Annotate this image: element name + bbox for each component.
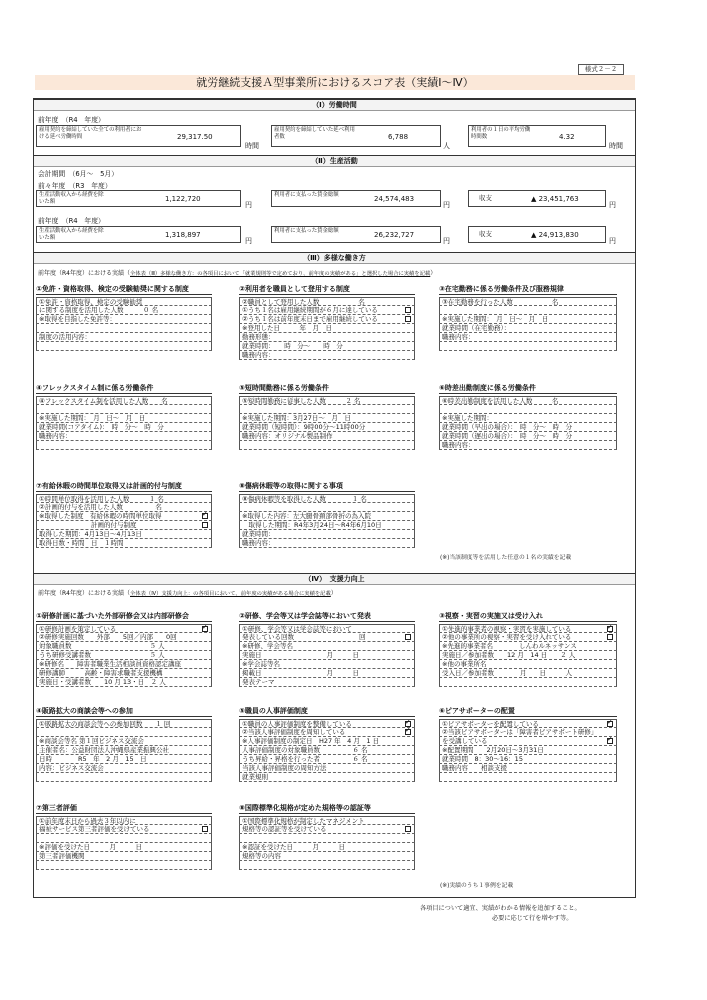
- s3-cell-5-row-4: [239, 423, 415, 432]
- s4-cell-7-row-4: [36, 843, 212, 852]
- s3-cell-2-row-1: [239, 297, 415, 306]
- s4-cell-1-row-3: [36, 642, 212, 651]
- s4-cell-2-row-2: [239, 633, 415, 642]
- s4-cell-4-row-1-text: ①販路拡大の商談会等への参加回数 １ 回: [39, 720, 171, 728]
- s4-cell-5-row-5-text: うち昇給・昇格を行った者 ６ 名: [242, 755, 368, 763]
- checkbox-icon[interactable]: [405, 826, 411, 832]
- s3-cell-2-row-6: [239, 342, 415, 351]
- s4-cell-4-row-7: [36, 773, 212, 782]
- s3-cell-6: [439, 383, 617, 450]
- s3-cell-5-row-3: [239, 414, 415, 423]
- s3-cell-7-row-2: [36, 503, 212, 512]
- s4-cell-3-row-5: [439, 660, 617, 669]
- s4-cell-1-row-5: [36, 660, 212, 669]
- s3-cell-2-row-2-text: ①うち１名は雇用継続期間が６月に達している: [242, 306, 378, 314]
- s3-cell-6-row-2: [439, 405, 617, 414]
- s3-cell-2-row-7-text: 職務内容：: [242, 351, 275, 359]
- s4-cell-6-row-1-text: ①ピアサポーターを配置している: [442, 720, 539, 728]
- s4-cell-6-row-6: [439, 764, 617, 773]
- s3-cell-6-row-3: [439, 414, 617, 423]
- s4-cell-8-row-2: [239, 825, 415, 834]
- s2-r1-net-label: 生産活動収入から経費を除いた額: [39, 192, 104, 205]
- s3-cell-2-row-4: [239, 324, 415, 333]
- s4-cell-4: [36, 706, 212, 782]
- s2-r1-balance-label: 収支: [479, 194, 492, 202]
- s3-cell-4-row-1-text: ④フレックスタイム制を活用した人数 名: [39, 397, 168, 405]
- s3-cell-1-row-3-text: ※取得を目指した免許等：: [39, 315, 116, 323]
- s2-r2-balance-box: [468, 226, 606, 243]
- s4-cell-2-row-5-text: ※学会誌等名: [242, 660, 280, 668]
- s1-total-hours-box: [36, 125, 241, 147]
- s4-cell-8-row-5: [239, 852, 415, 861]
- s3-cell-4-row-3-text: ※実施した期間： 月 日～ 月 日: [39, 414, 146, 422]
- s4-cell-8-row-4: [239, 843, 415, 852]
- checkbox-icon[interactable]: [405, 721, 411, 727]
- s3-cell-6-row-4: [439, 423, 617, 432]
- s3-cell-4-row-4: [36, 423, 212, 432]
- s4-cell-2-title: ②研修、学会等又は学会誌等において発表: [239, 611, 415, 622]
- s3-cell-8-title: ⑧傷病休暇等の取得に関する事項: [239, 481, 415, 492]
- s3-cell-4-row-6: [36, 441, 212, 450]
- s4-cell-2-row-6: [239, 669, 415, 678]
- s3-cell-6-row-4-text: 就業時間（早出の場合）： 時 分～ 時 分: [442, 423, 572, 431]
- s3-cell-5-row-2: [239, 405, 415, 414]
- s4-cell-3-row-3: [439, 642, 617, 651]
- page-title: 就労継続支援Ａ型事業所におけるスコア表（実績Ⅰ～Ⅳ）: [35, 75, 635, 90]
- s4-cell-3-row-1-text: ①先進的事業者の視察・実習を実施している: [442, 625, 572, 633]
- s1-year: 前年度 （R4 年度）: [38, 116, 105, 124]
- s4-cell-3-row-1: [439, 624, 617, 633]
- s1-avg-label: 利用者の１日の平均労働時間数: [471, 127, 531, 140]
- s4-cell-4-row-5-text: 日時 R5 年 2 月 15 日: [39, 755, 147, 763]
- s3-cell-2-row-5: [239, 333, 415, 342]
- s4-cell-2-row-7: [239, 678, 415, 687]
- checkbox-icon[interactable]: [405, 729, 411, 735]
- s3-cell-6-title: ⑥時差出勤制度に係る労働条件: [439, 383, 617, 394]
- s4-cell-7-row-1-text: ①前年度末日から過去３年以内に: [39, 817, 136, 825]
- s3-cell-5-row-1: [239, 396, 415, 405]
- s4-cell-2-row-4-text: 実施日 月 日: [242, 651, 359, 659]
- s3-cell-5-row-6: [239, 441, 415, 450]
- s3-cell-8-row-3-text: ※取得した内容：左大腿骨頚部骨折の為入院: [242, 512, 371, 520]
- s3-cell-4-row-2: [36, 405, 212, 414]
- s4-cell-7-row-5: [36, 852, 212, 861]
- s4-cell-1-title: ①研修計画に基づいた外部研修会又は内部研修会: [36, 611, 212, 622]
- s3-cell-2-title: ②利用者を職員として登用する制度: [239, 284, 415, 295]
- s3-cell-2-row-3-text: ②うち１名は前年度末日まで雇用継続している: [242, 315, 378, 323]
- s4-cell-5-row-3: [239, 737, 415, 746]
- section-2-header: （Ⅱ）生産活動: [34, 155, 635, 167]
- s4-cell-6-row-7: [439, 773, 617, 782]
- s3-cell-3-row-1: [439, 297, 617, 306]
- s4-cell-6-row-6-text: 職務内容 相談支援: [442, 764, 507, 772]
- s3-cell-3-row-4-text: 就業時間（在宅勤務）：: [442, 324, 511, 332]
- s3-cell-7-title: ⑦有給休暇の時間単位取得又は計画的付与制度: [36, 481, 212, 492]
- s2-year-1: 前々年度 （R3 年度）: [38, 182, 112, 190]
- s3-cell-6-row-5-text: 就業時間（遅出の場合）： 時 分～ 時 分: [442, 432, 572, 440]
- s4-cell-5: [239, 706, 415, 782]
- s4-cell-1-row-6-text: 研修講師 高齢・障害求職者支援機構: [39, 669, 163, 677]
- s4-cell-6-row-2-text: ②当該ピアサポーターは「障害者ピアサポート研修」: [442, 728, 598, 736]
- s2-period: 会計期間 （6月～ 5月）: [38, 170, 119, 178]
- s3-cell-3-row-5-text: 職務内容：: [442, 333, 475, 341]
- s4-cell-4-row-3: [36, 737, 212, 746]
- s3-intro: 前年度（R4年度）における実績（全体表（Ⅲ）多様な働き方：の各項目において「就業規則等で定めており、前年度の実績がある」と選択した場合に実績を記載）: [38, 270, 437, 277]
- s2-r1-balance-box: [468, 190, 606, 207]
- s3-cell-8-row-3: [239, 512, 415, 521]
- s4-cell-1-row-7-text: 実施日・受講者数 10 月 13・日 ２ 人: [39, 678, 166, 686]
- s3-cell-1-row-2: [36, 306, 212, 315]
- checkbox-icon[interactable]: [607, 634, 613, 640]
- s3-cell-1: [36, 284, 212, 351]
- s2-r2-balance-label: 収支: [479, 230, 492, 238]
- s4-cell-3-row-6: [439, 669, 617, 678]
- s3-cell-1-row-5-text: 制度の活用内容：: [39, 333, 91, 341]
- s4-cell-5-row-2-text: ②当該人事評価制度を周知している: [242, 728, 346, 736]
- s3-cell-7-row-6: [36, 539, 212, 548]
- s4-cell-5-row-5: [239, 755, 415, 764]
- s4-cell-6-row-5-text: 就業時間 8：30～16：15: [442, 755, 523, 763]
- s4-cell-2-row-2-text: 発表している回数 回: [242, 633, 366, 641]
- s4-cell-7-row-2-text: 福祉サービス第三者評価を受けている: [39, 825, 150, 833]
- s4-cell-5-row-6: [239, 764, 415, 773]
- s3-cell-7-row-2-text: ②計画的付与を活用した人数 名: [39, 503, 162, 511]
- checkbox-icon[interactable]: [202, 522, 208, 528]
- s3-cell-7-row-4-text: 計画的付与制度: [39, 521, 137, 529]
- s3-cell-7-row-5: [36, 530, 212, 539]
- s4-intro: 前年度（R4年度）における実績（全体表（Ⅳ）支援力向上：の各項目において、前年度の実績がある場合に実績を記載）: [38, 590, 337, 597]
- s2-r2-wage-label: 利用者に支払った賃金総額: [274, 228, 339, 234]
- form-number: 様式２－２: [578, 64, 624, 75]
- s4-cell-4-row-6-text: 内容：ビジネス交流会: [39, 764, 104, 772]
- s4-cell-7-row-4-text: ※評価を受けた日 月 日: [39, 843, 142, 851]
- s3-cell-6-row-6: [439, 441, 617, 450]
- s3-cell-6-row-5: [439, 432, 617, 441]
- s4-cell-6-row-3: [439, 737, 617, 746]
- checkbox-icon[interactable]: [202, 513, 208, 519]
- s1-users-label: 雇用契約を締結していた延べ利用者数: [274, 127, 355, 140]
- s4-cell-7: [36, 803, 212, 870]
- s2-r1-net-value: 1,122,720: [165, 195, 201, 203]
- s4-cell-6-row-2: [439, 728, 617, 737]
- s2-r1-net-box: [36, 190, 241, 207]
- checkbox-icon[interactable]: [405, 316, 411, 322]
- s3-cell-1-row-1-text: ①免許・資格取得、検定の受験勧奨: [39, 298, 143, 306]
- s1-unit-people: 人: [443, 142, 450, 150]
- s4-cell-8-row-5-text: 規格等の内容: [242, 852, 281, 860]
- s3-cell-7-row-1: [36, 494, 212, 503]
- s3-cell-4-row-1: [36, 396, 212, 405]
- s3-cell-8-row-1-text: ⑧傷病休暇等を取得した人数 １ 名: [242, 495, 367, 503]
- s4-cell-7-title: ⑦第三者評価: [36, 803, 212, 814]
- s3-cell-8-row-1: [239, 494, 415, 503]
- s3-cell-2: [239, 284, 415, 360]
- s1-avg-value: 4.32: [559, 133, 575, 141]
- s4-cell-1-row-2: [36, 633, 212, 642]
- s4-cell-3-row-4-text: 実施日／参加者数 12 月 14 日 ２ 人: [442, 651, 576, 659]
- s1-unit-hours: 時間: [245, 142, 259, 150]
- s4-cell-2-row-4: [239, 651, 415, 660]
- s4-cell-6-row-5: [439, 755, 617, 764]
- s3-cell-2-row-5-text: 勤務形態：: [242, 333, 275, 341]
- s2-r1-unit-a: 円: [245, 201, 252, 209]
- s1-avg-box: [468, 125, 606, 147]
- s4-cell-8-row-3: [239, 834, 415, 843]
- s4-cell-1-row-1: [36, 624, 212, 633]
- s3-note: (※)当該制度等を活用した任意の１名の実績を記載: [440, 555, 572, 561]
- s4-cell-3-row-2: [439, 633, 617, 642]
- s2-r2-net-box: [36, 226, 241, 243]
- s1-total-hours-value: 29,317.50: [177, 133, 213, 141]
- s3-cell-3-row-5: [439, 333, 617, 342]
- s4-cell-3-title: ③視察・実習の実施又は受け入れ: [439, 611, 617, 622]
- s3-cell-8-row-6: [239, 539, 415, 548]
- s2-r2-wage-box: [271, 226, 441, 243]
- s3-cell-8-row-5-text: 就業時間：: [242, 530, 275, 538]
- s3-cell-4-row-5: [36, 432, 212, 441]
- s2-r1-unit-b: 円: [443, 201, 450, 209]
- s4-cell-3-row-5-text: ※他の事業所名: [442, 660, 487, 668]
- s4-cell-6-title: ⑥ピアサポーターの配置: [439, 706, 617, 717]
- checkbox-icon[interactable]: [607, 738, 613, 744]
- s3-cell-4-row-4-text: 就業時間(コアタイム)： 時 分～ 時 分: [39, 423, 164, 431]
- s4-cell-2-row-3: [239, 642, 415, 651]
- s1-unit-hours-2: 時間: [609, 142, 623, 150]
- s4-cell-1-row-2-text: ②研修実施回数 外部 5回／内部 0回: [39, 633, 177, 641]
- s2-r2-balance-value: ▲ 24,913,830: [531, 231, 579, 239]
- s3-cell-2-row-3: [239, 315, 415, 324]
- s4-cell-5-row-7: [239, 773, 415, 782]
- s3-cell-6-row-1-text: ⑥時差出勤制度を活用した人数 名: [442, 397, 559, 405]
- s4-cell-4-row-5: [36, 755, 212, 764]
- s4-cell-1-row-5-text: ※研修名 障害者職業生活相談員資格認定講座: [39, 660, 181, 668]
- s4-cell-1-row-3-text: 対象職員数 ５ 人: [39, 642, 165, 650]
- checkbox-icon[interactable]: [607, 626, 613, 632]
- s2-r2-unit-c: 円: [609, 237, 616, 245]
- s3-cell-5-title: ⑤短時間勤務に係る労働条件: [239, 383, 415, 394]
- s3-cell-3-title: ③在宅勤務に係る労働条件及び服務規律: [439, 284, 617, 295]
- s4-cell-5-row-7-text: 就業規則: [242, 773, 268, 781]
- s3-cell-1-row-1: [36, 297, 212, 306]
- s3-cell-2-row-7: [239, 351, 415, 360]
- s3-cell-7-row-6-text: 取得日数・時間 日 １時間: [39, 539, 124, 547]
- s3-cell-5-row-4-text: 就業時間（短時間）：9時00分～11時00分: [242, 423, 366, 431]
- s4-cell-5-row-6-text: 当該人事評価制度の周知方法: [242, 764, 327, 772]
- s3-cell-6-row-1: [439, 396, 617, 405]
- s3-cell-3-row-2: [439, 306, 617, 315]
- s2-r2-unit-b: 円: [443, 237, 450, 245]
- s4-cell-3-row-3-text: ※先進的事業者名 しんわルネッサンス: [442, 642, 577, 650]
- s3-cell-3-row-4: [439, 324, 617, 333]
- s2-r2-wage-value: 26,232,727: [374, 231, 415, 239]
- s4-cell-8-row-4-text: ※認証を受けた日 月 日: [242, 843, 345, 851]
- s3-cell-5-row-5: [239, 432, 415, 441]
- s3-cell-7-row-4: [36, 521, 212, 530]
- s4-cell-3-row-4: [439, 651, 617, 660]
- s3-cell-3-row-6: [439, 342, 617, 351]
- s4-cell-8: [239, 803, 415, 870]
- s4-cell-7-row-2: [36, 825, 212, 834]
- s2-r1-unit-c: 円: [609, 201, 616, 209]
- s3-cell-5: [239, 383, 415, 450]
- s4-cell-1-row-4: [36, 651, 212, 660]
- s4-cell-6-row-1: [439, 719, 617, 728]
- s3-cell-7-row-1-text: ①時間単位取得を活用した人数 １ 名: [39, 495, 164, 503]
- s4-cell-7-row-3: [36, 834, 212, 843]
- checkbox-icon[interactable]: [202, 826, 208, 832]
- s3-cell-5-row-1-text: ⑤短時間勤務に従事した人数 ２ 名: [242, 397, 361, 405]
- s3-cell-4-row-5-text: 職務内容：: [39, 432, 72, 440]
- s3-cell-3: [439, 284, 617, 351]
- s3-cell-8: [239, 481, 415, 548]
- s2-r2-net-label: 生産活動収入から経費を除いた額: [39, 228, 104, 241]
- checkbox-icon[interactable]: [405, 634, 411, 640]
- footer-line-2: 必要に応じて行を増やす等。: [492, 915, 573, 922]
- s4-cell-7-row-1: [36, 816, 212, 825]
- s4-cell-5-row-3-text: ※人事評価制度の制定日 H27 年 4 月 1 日: [242, 737, 380, 745]
- s3-cell-2-row-4-text: ※登用した日 年 月 日: [242, 324, 332, 332]
- s4-cell-8-row-6: [239, 861, 415, 870]
- s4-cell-3-row-6-text: 受入日／参加者数 月 日 人: [442, 669, 572, 677]
- s4-cell-1-row-1-text: ①研修計画を策定している: [39, 625, 117, 633]
- s2-r2-net-value: 1,318,897: [165, 231, 201, 239]
- s3-cell-3-row-3-text: ※実施した期間： 月 日～ 月 日: [442, 315, 549, 323]
- s4-cell-3: [439, 611, 617, 687]
- s1-users-value: 6,788: [388, 133, 409, 141]
- s4-cell-2-row-7-text: 発表テーマ: [242, 678, 275, 686]
- s3-cell-6-row-6-text: 職務内容：: [442, 441, 475, 449]
- s4-cell-2: [239, 611, 415, 687]
- s4-cell-8-row-1-text: ①国際標準化規格が制定したマネジメント: [242, 817, 365, 825]
- s4-cell-2-row-1: [239, 624, 415, 633]
- s2-year-2: 前年度 （R4 年度）: [38, 217, 105, 225]
- s3-cell-4-title: ④フレックスタイム制に係る労働条件: [36, 383, 212, 394]
- s4-cell-7-row-5-text: 第三者評価機関: [39, 852, 85, 860]
- s4-note: (※)実績のうち１事例を記載: [440, 883, 514, 889]
- s4-cell-2-row-1-text: ①研修、学会等又は学会誌等において: [242, 625, 352, 633]
- s3-cell-8-row-6-text: 職務内容：: [242, 539, 275, 547]
- s4-cell-6-row-3-text: を受講している: [442, 737, 488, 745]
- s4-cell-8-row-1: [239, 816, 415, 825]
- s4-cell-6: [439, 706, 617, 782]
- s4-cell-4-row-4-text: 主催者名：公益財団法人沖縄県産業振興公社: [39, 746, 169, 754]
- s3-cell-5-row-5-text: 職務内容：オリジナル製品制作: [242, 432, 333, 440]
- s3-cell-4: [36, 383, 212, 450]
- s3-cell-7-row-3: [36, 512, 212, 521]
- checkbox-icon[interactable]: [607, 721, 613, 727]
- s3-cell-3-row-3: [439, 315, 617, 324]
- section-3-header: （Ⅲ）多様な働き方: [34, 252, 635, 264]
- s4-cell-7-row-6: [36, 861, 212, 870]
- s3-cell-7-row-5-text: 取得した期間：4月13日～4月13日: [39, 530, 142, 538]
- s3-cell-3-row-1-text: ③在宅勤務を行った人数 名: [442, 298, 559, 306]
- s3-cell-4-row-3: [36, 414, 212, 423]
- s2-r1-wage-label: 利用者に支払った賃金総額: [274, 192, 339, 198]
- s4-cell-5-row-4: [239, 746, 415, 755]
- s3-cell-1-row-5: [36, 333, 212, 342]
- s3-cell-1-row-3: [36, 315, 212, 324]
- s4-cell-1: [36, 611, 212, 687]
- s1-users-box: [271, 125, 441, 147]
- s4-cell-1-row-6: [36, 669, 212, 678]
- s4-cell-3-row-7: [439, 678, 617, 687]
- s3-cell-1-title: ①免許・資格取得、検定の受験勧奨に関する制度: [36, 284, 212, 295]
- s3-cell-2-row-1-text: ②職員として登用した人数 名: [242, 298, 365, 306]
- s4-cell-4-row-6: [36, 764, 212, 773]
- s4-cell-4-row-1: [36, 719, 212, 728]
- s4-cell-5-row-4-text: 人事評価制度の対象職員数 ６ 名: [242, 746, 368, 754]
- checkbox-icon[interactable]: [202, 626, 208, 632]
- s3-cell-1-row-6: [36, 342, 212, 351]
- s4-cell-2-row-5: [239, 660, 415, 669]
- s4-cell-5-title: ⑤職員の人事評価制度: [239, 706, 415, 717]
- section-1-header: （Ⅰ）労働時間: [34, 99, 635, 111]
- s3-cell-1-row-4: [36, 324, 212, 333]
- s3-cell-8-row-2: [239, 503, 415, 512]
- s3-cell-1-row-2-text: に関する制度を活用した人数 ０ 名: [39, 306, 159, 314]
- s3-cell-6-row-3-text: ※実施した期間：: [442, 414, 493, 422]
- s2-r1-wage-box: [271, 190, 441, 207]
- s4-cell-4-row-3-text: ※商談会等名 第１回ビジネス交流会: [39, 737, 144, 745]
- s1-total-hours-label: 雇用契約を締結していた全ての利用者における延べ労働時間: [39, 127, 142, 140]
- s2-r1-balance-value: ▲ 23,451,763: [531, 195, 579, 203]
- s3-cell-2-row-6-text: 就業時間： 時 分～ 時 分: [242, 342, 343, 350]
- s3-cell-7-row-3-text: ※取得した制度 有給休暇の時間単位取得: [39, 512, 162, 520]
- checkbox-icon[interactable]: [405, 307, 411, 313]
- s4-cell-3-row-2-text: ②他の事業所の視察・実習を受け入れている: [442, 633, 572, 641]
- s3-cell-2-row-2: [239, 306, 415, 315]
- s4-cell-4-title: ④販路拡大の商談会等への参加: [36, 706, 212, 717]
- s4-cell-2-row-3-text: ※研修、学会等名: [242, 642, 293, 650]
- s4-cell-6-row-4: [439, 746, 617, 755]
- s3-cell-8-row-4: [239, 521, 415, 530]
- s4-cell-4-row-4: [36, 746, 212, 755]
- s4-cell-6-row-4-text: ※配置期間 2月20日～3月31日: [442, 746, 544, 754]
- s4-cell-8-row-2-text: 規格等の認証等を受けている: [242, 825, 327, 833]
- s3-cell-8-row-4-text: 取得した期間：R4年3月24日～R4年6月10日: [242, 521, 382, 529]
- s3-cell-8-row-5: [239, 530, 415, 539]
- s4-cell-5-row-1: [239, 719, 415, 728]
- s2-r1-wage-value: 24,574,483: [374, 195, 415, 203]
- s4-cell-8-title: ⑧国際標準化規格が定めた規格等の認証等: [239, 803, 415, 814]
- s4-cell-1-row-4-text: うち研修受講者数 ５ 人: [39, 651, 165, 659]
- section-4-header: （Ⅳ） 支援力向上: [34, 573, 635, 585]
- footer-line-1: 各項目について適宜、実績がわかる情報を追加すること。: [420, 905, 581, 912]
- s2-r2-unit-a: 円: [245, 237, 252, 245]
- s4-cell-1-row-7: [36, 678, 212, 687]
- s4-cell-2-row-6-text: 掲載日 月 日: [242, 669, 359, 677]
- s4-cell-5-row-1-text: ①職員の人事評価制度を整備している: [242, 720, 352, 728]
- s3-cell-7: [36, 481, 212, 548]
- s4-cell-4-row-2: [36, 728, 212, 737]
- s4-cell-5-row-2: [239, 728, 415, 737]
- s3-cell-5-row-3-text: ※実施した期間：3月27日～ 月 日: [242, 414, 351, 422]
